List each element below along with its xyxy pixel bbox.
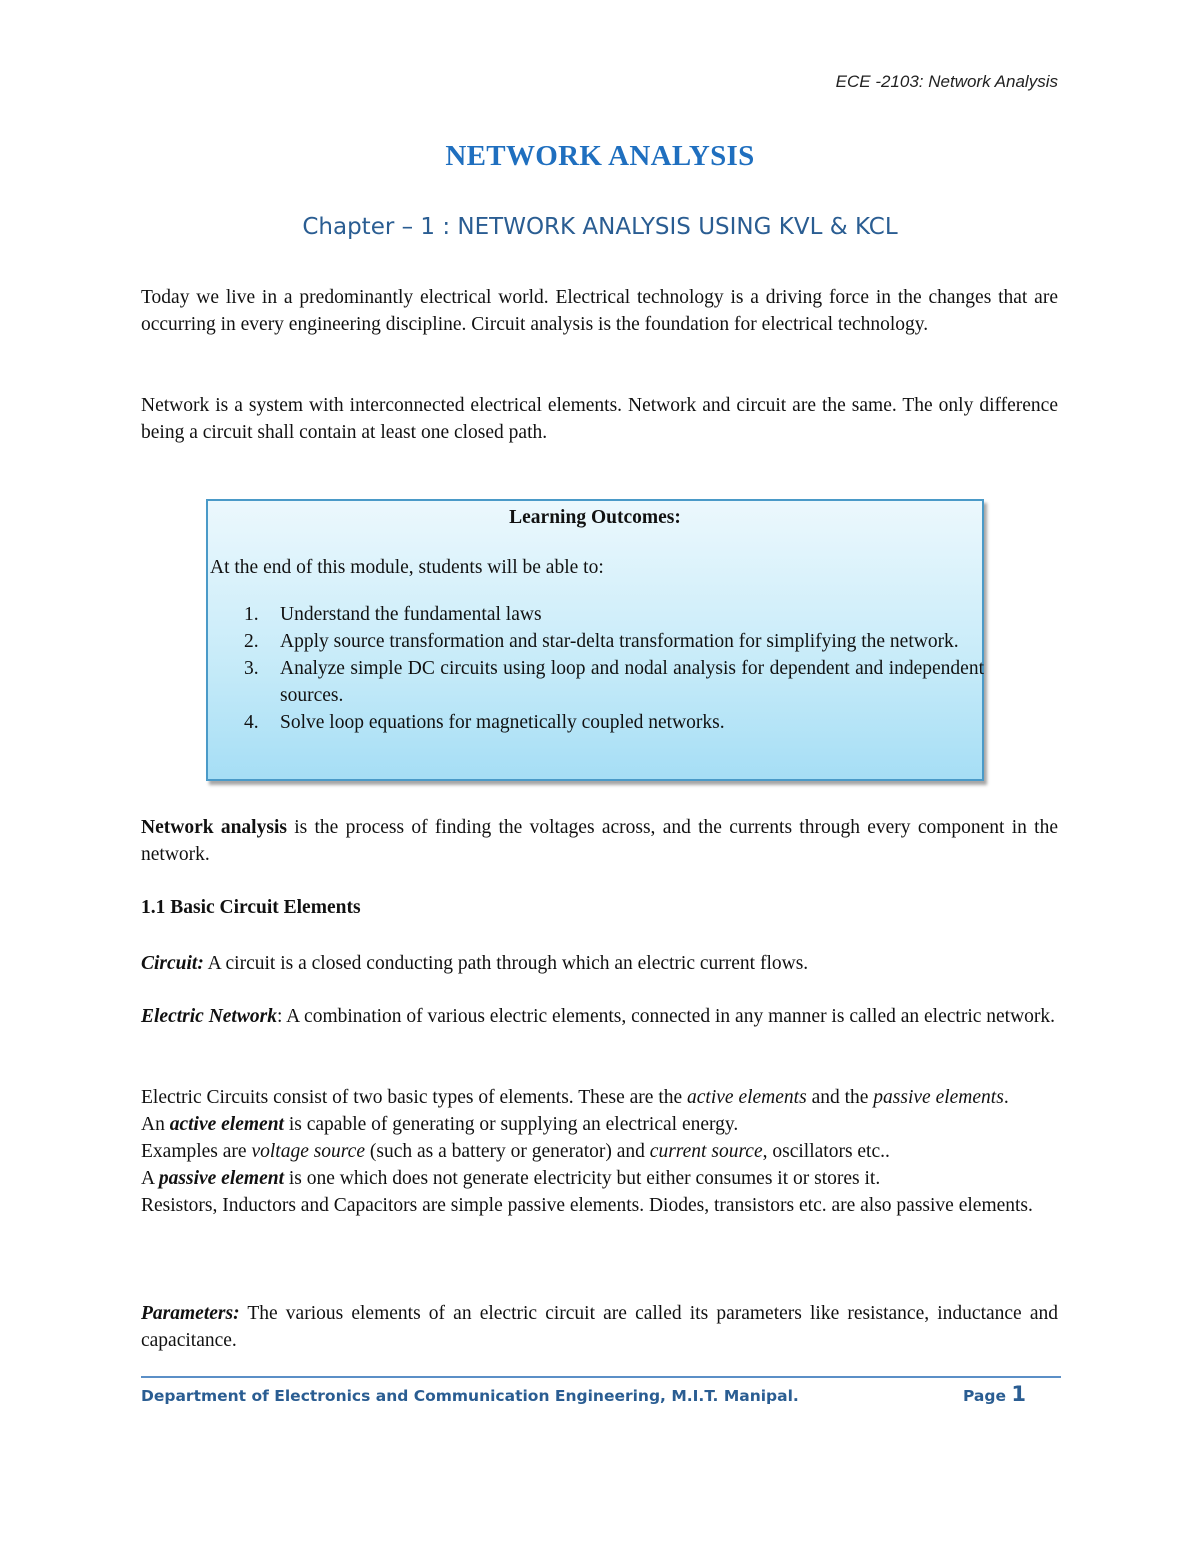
running-header: ECE -2103: Network Analysis	[835, 72, 1058, 91]
electric-network-term: Electric Network	[141, 1006, 277, 1027]
network-analysis-term: Network analysis	[141, 817, 287, 838]
section-heading: 1.1 Basic Circuit Elements	[141, 897, 361, 918]
outcome-text: Analyze simple DC circuits using loop and nodal analysis for dependent and independent sources.	[280, 658, 984, 706]
outcome-number: 4.	[244, 712, 259, 733]
elements-line-3: Examples are voltage source (such as a battery or generator) and current source, oscillators etc..	[141, 1141, 890, 1162]
active-elements-term: active elements	[687, 1087, 807, 1108]
outcome-text: Apply source transformation and star-delta transformation for simplifying the network.	[280, 631, 959, 652]
learning-outcomes-box	[206, 499, 984, 781]
elements-line-1: Electric Circuits consist of two basic types of elements. These are the active elements and the passive elements.	[141, 1087, 1009, 1108]
outcome-item	[208, 709, 984, 736]
outcome-number: 2.	[244, 631, 259, 652]
outcome-item	[208, 655, 984, 709]
outcome-text: Understand the fundamental laws	[280, 604, 542, 625]
elements-line-2: An active element is capable of generating or supplying an electrical energy.	[141, 1114, 739, 1135]
intro-paragraph-1: Today we live in a predominantly electrical world. Electrical technology is a driving force in the changes that are occurring in every engineering discipline. Circuit analysis is the foundation for electrical technology.	[141, 287, 1058, 335]
outcome-number: 3.	[244, 658, 259, 679]
footer-department: Department of Electronics and Communication Engineering, M.I.T. Manipal.	[141, 1387, 799, 1405]
footer-divider	[141, 1376, 1061, 1378]
footer-page	[963, 1382, 1026, 1406]
learning-outcomes-list	[208, 601, 984, 736]
learning-outcomes-title: Learning Outcomes:	[509, 507, 681, 528]
current-source-term: current source	[649, 1141, 763, 1162]
parameters-definition	[141, 1300, 1058, 1354]
network-analysis-definition	[141, 814, 1058, 868]
voltage-source-term: voltage source	[251, 1141, 365, 1162]
circuit-term: Circuit:	[141, 953, 204, 974]
elements-line-5: Resistors, Inductors and Capacitors are simple passive elements. Diodes, transistors etc. are also passive elements.	[141, 1195, 1033, 1216]
circuit-text: A circuit is a closed conducting path through which an electric current flows.	[203, 953, 809, 974]
learning-outcomes-intro: At the end of this module, students will be able to:	[210, 557, 604, 578]
outcome-item	[208, 601, 984, 628]
passive-elements-term: passive elements	[873, 1087, 1004, 1108]
page-label: Page	[962, 1387, 1012, 1405]
intro-paragraph-2: Network is a system with interconnected electrical elements. Network and circuit are the same. The only difference being a circuit shall contain at least one closed path.	[141, 395, 1058, 443]
elements-line-4: A passive element is one which does not generate electricity but either consumes it or stores it.	[141, 1168, 881, 1189]
outcome-item	[208, 628, 984, 655]
outcome-number: 1.	[244, 604, 259, 625]
electric-network-text: : A combination of various electric elements, connected in any manner is called an electric network.	[276, 1006, 1056, 1027]
outcome-text: Solve loop equations for magnetically coupled networks.	[280, 712, 725, 733]
document-title: NETWORK ANALYSIS	[445, 140, 755, 172]
parameters-text: The various elements of an electric circuit are called its parameters like resistance, inductance and capacitance.	[141, 1303, 1058, 1351]
active-element-term: active element	[169, 1114, 284, 1135]
elements-paragraph	[141, 1084, 1058, 1219]
network-analysis-text: is the process of finding the voltages across, and the currents through every component in the network.	[141, 817, 1058, 865]
parameters-term: Parameters:	[141, 1303, 240, 1324]
circuit-definition	[141, 950, 1058, 977]
electric-network-definition	[141, 1003, 1058, 1030]
page-number: 1	[1011, 1382, 1026, 1406]
chapter-title: Chapter – 1 : NETWORK ANALYSIS USING KVL & KCL	[302, 214, 898, 240]
passive-element-term: passive element	[158, 1168, 284, 1189]
